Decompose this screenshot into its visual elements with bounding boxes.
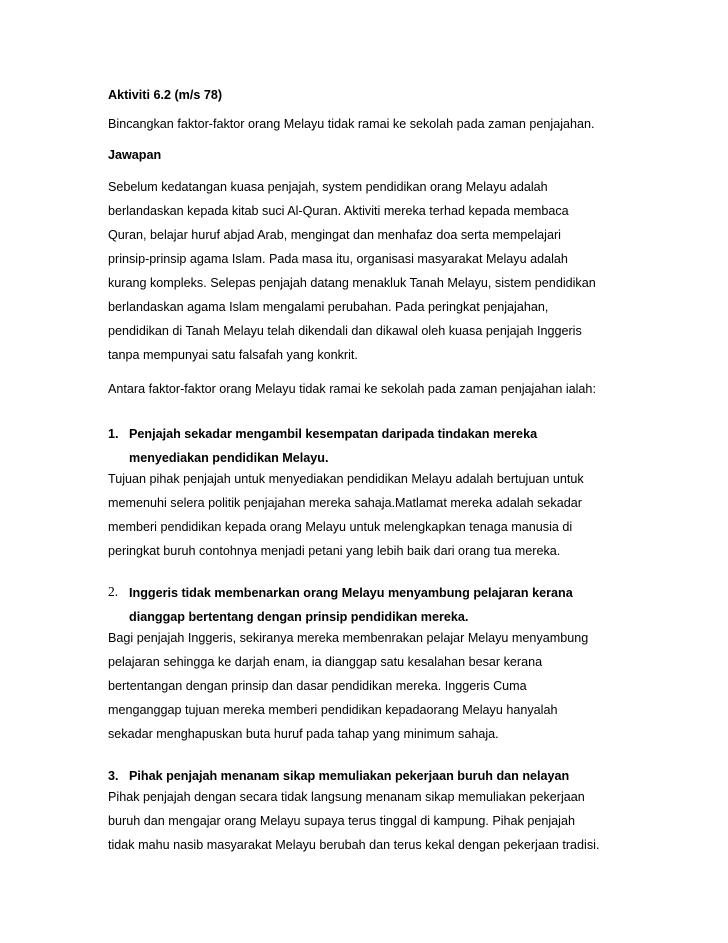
- point-title-line: Pihak penjajah menanam sikap memuliakan pekerjaan buruh dan nelayan: [129, 769, 570, 783]
- intro-line: kurang kompleks. Selepas penjajah datang menakluk Tanah Melayu, sistem pendidikan: [108, 276, 596, 290]
- factors-intro: Antara faktor-faktor orang Melayu tidak ramai ke sekolah pada zaman penjajahan ialah:: [108, 382, 596, 396]
- intro-line: Quran, belajar huruf abjad Arab, mengingat dan menhafaz doa serta mempelajari: [108, 228, 561, 242]
- intro-line: pendidikan di Tanah Melayu telah dikendali dan dikawal oleh kuasa penjajah Inggeris: [108, 324, 582, 338]
- point-body-line: tidak mahu nasib masyarakat Melayu berubah dan terus kekal dengan pekerjaan tradisi.: [108, 838, 600, 852]
- point-body-line: peringkat buruh contohnya menjadi petani yang lebih baik dari orang tua mereka.: [108, 544, 561, 558]
- point-body-line: bertentangan dengan prinsip dan dasar pendidikan mereka. Inggeris Cuma: [108, 679, 527, 693]
- question-text: Bincangkan faktor-faktor orang Melayu tidak ramai ke sekolah pada zaman penjajahan.: [108, 117, 595, 131]
- intro-line: berlandaskan kepada kitab suci Al-Quran. Aktiviti mereka terhad kepada membaca: [108, 204, 569, 218]
- point-body-line: memenuhi selera politik penjajahan mereka sahaja.Matlamat mereka adalah sekadar: [108, 496, 582, 510]
- point-body-line: Tujuan pihak penjajah untuk menyediakan pendidikan Melayu adalah bertujuan untuk: [108, 472, 584, 486]
- point-title-line: Inggeris tidak membenarkan orang Melayu menyambung pelajaran kerana: [129, 586, 573, 600]
- point-body-line: Pihak penjajah dengan secara tidak langsung menanam sikap memuliakan pekerjaan: [108, 790, 585, 804]
- point-body-line: memberi pendidikan kepada orang Melayu untuk melengkapkan tenaga manusia di: [108, 520, 573, 534]
- point-title-line: menyediakan pendidikan Melayu.: [129, 451, 329, 465]
- point-body-line: menganggap tujuan mereka memberi pendidikan kepadaorang Melayu hanyalah: [108, 703, 558, 717]
- intro-line: Sebelum kedatangan kuasa penjajah, system pendidikan orang Melayu adalah: [108, 180, 548, 194]
- intro-line: prinsip-prinsip agama Islam. Pada masa itu, organisasi masyarakat Melayu adalah: [108, 252, 568, 266]
- point-body-line: Bagi penjajah Inggeris, sekiranya mereka membenrakan pelajar Melayu menyambung: [108, 631, 589, 645]
- point-body-line: sekadar menghapuskan buta huruf pada tahap yang minimum sahaja.: [108, 727, 499, 741]
- point-body-line: pelajaran sehingga ke darjah enam, ia dianggap satu kesalahan besar kerana: [108, 655, 543, 669]
- answer-label: Jawapan: [108, 148, 162, 162]
- point-number: 1.: [108, 427, 119, 441]
- point-number: 3.: [108, 769, 119, 783]
- point-body-line: buruh dan mengajar orang Melayu supaya terus tinggal di kampung. Pihak penjajah: [108, 814, 575, 828]
- point-title-line: Penjajah sekadar mengambil kesempatan daripada tindakan mereka: [129, 427, 538, 441]
- point-title-line: dianggap bertentang dengan prinsip pendidikan mereka.: [129, 610, 469, 624]
- point-number: 2.: [108, 584, 119, 599]
- intro-line: tanpa mempunyai satu falsafah yang konkrit.: [108, 348, 358, 362]
- document-heading: Aktiviti 6.2 (m/s 78): [108, 88, 223, 102]
- intro-line: berlandaskan agama Islam mengalami perubahan. Pada peringkat penjajahan,: [108, 300, 549, 314]
